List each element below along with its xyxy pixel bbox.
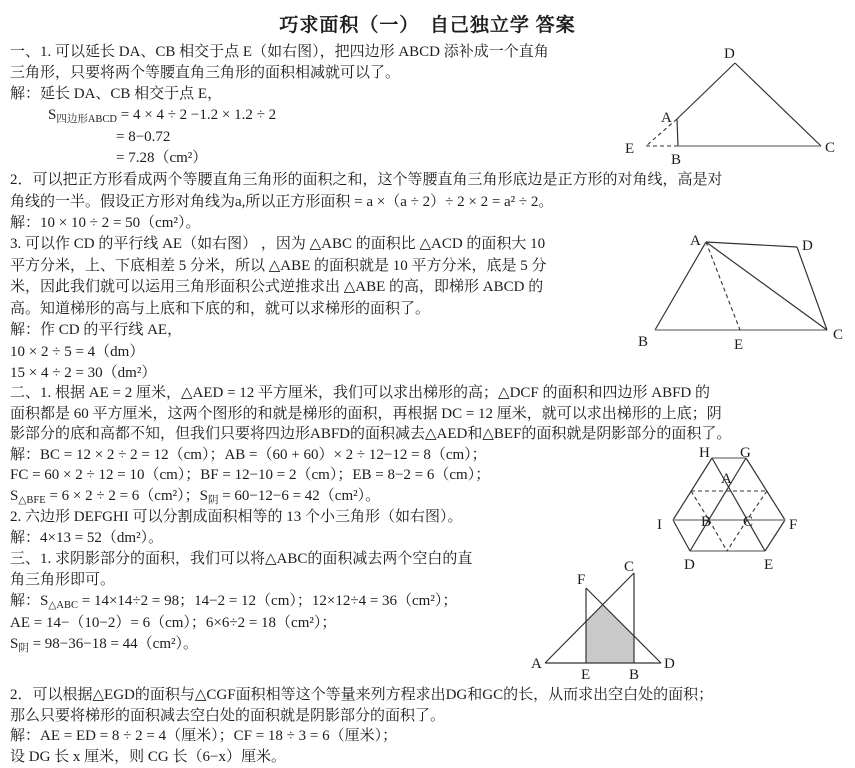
vertex-label-a: A [690,233,701,249]
paragraph-line: 三角形，只要将两个等腰直角三角形的面积相减就可以了。 [10,65,401,81]
paragraph-line: 一、1. 可以延长 DA、CB 相交于点 E（如右图），把四边形 ABCD 添补成一个直角 [10,44,549,60]
vertex-label-i: I [657,517,662,533]
solution-line: AE = 14−（10−2）= 6（cm）；6×6÷2 = 18（cm²）； [10,615,337,632]
vertex-label-a: A [661,110,672,126]
paragraph-line: 那么只要将梯形的面积减去空白处的面积就是阴影部分的面积了。 [10,707,446,724]
solution-line [10,486,731,509]
vertex-label-c: C [825,140,836,156]
vertex-label-b: B [701,514,712,530]
vertex-label-c: C [624,559,635,575]
equation-text: = 98−36−18 = 44（cm²）。 [28,636,199,653]
equation-text: S [10,636,19,653]
solution-line: 解：10 × 10 ÷ 2 = 50（cm²）。 [10,215,201,231]
equation-text: = 4 × 4 ÷ 2 −1.2 × 1.2 ÷ 2 [117,107,277,123]
vertex-label-b: B [629,667,640,682]
vertex-label-d: D [664,656,675,672]
paragraph-line: 米，因此我们就可以运用三角形面积公式逆推求出 △ABE 的高，即梯形 ABCD 的 [10,279,544,295]
equation-subscript: 阴 [18,643,29,655]
paragraph-line: 平方分米，上、下底相差 5 分米，所以 △ABE 的面积就是 10 平方分米，底是 5 分 [10,257,547,274]
equation-line [48,105,549,127]
equation-text: = 14×14÷2 = 98；14−2 = 12（cm）；12×12÷4 = 36（cm²）； [78,592,458,609]
paragraph-line: 2．可以把正方形看成两个等腰直角三角形的面积之和，这个等腰直角三角形底边是正方形的对角线，高是对 [10,172,723,188]
section-3-2 [10,685,713,767]
figure-quadrilateral-abcd-extended-to-e [612,40,855,172]
equation-text: = 6 × 2 ÷ 2 = 6（cm²）；S [45,487,208,504]
section-1-3 [10,234,547,385]
vertex-label-e: E [581,667,591,682]
paragraph-line: 二、1. 根据 AE = 2 厘米，△AED = 12 平方厘米，我们可以求出梯形的高；△DCF 的面积和四边形 ABFD 的 [10,385,711,401]
section-1-1 [10,42,549,169]
solution-line: 解：BC = 12 × 2 ÷ 2 = 12（cm）；AB =（60 + 60）× 2 ÷ 12−12 = 8（cm）； [10,446,487,463]
figure-hexagon-defghi [650,445,808,573]
equation-line: 10 × 2 ÷ 5 = 4（dm） [10,343,145,360]
vertex-label-d: D [802,238,813,254]
equation-subscript: △ABC [48,599,79,611]
paragraph-line: 2. 六边形 DEFGHI 可以分割成面积相等的 13 个小三角形（如右图）。 [10,509,463,525]
solution-line: 解：作 CD 的平行线 AE， [10,322,183,338]
paragraph-line: 3. 可以作 CD 的平行线 AE（如右图） ，因为 △ABC 的面积比 △ACD 的面积大 10 [10,236,546,252]
equation-text: S [10,487,19,504]
vertex-label-a: A [531,656,542,672]
paragraph-line: 面积都是 60 平方厘米，这两个图形的和就是梯形的面积，再根据 DC = 12 厘米，就可以求出梯形的上底；阴 [10,405,722,422]
vertex-label-e: E [734,337,744,353]
equation-text: = 60−12−6 = 42（cm²）。 [218,487,381,504]
equation-line: 15 × 4 ÷ 2 = 30（dm²） [10,365,157,381]
solution-line [10,591,472,614]
equation-subscript: 四边形ABCD [56,114,118,125]
equation-subscript: 阴 [207,494,219,506]
section-2-2 [10,507,463,549]
figure-shaded-triangle [530,558,680,682]
vertex-label-c: C [743,514,754,530]
equation-text: S [48,107,57,123]
solution-line: FC = 60 × 2 ÷ 12 = 10（cm）；BF = 12−10 = 2（cm）；EB = 8−2 = 6（cm）； [10,467,491,483]
vertex-label-d: D [724,46,735,62]
solution-line [10,634,472,657]
section-2-1 [10,383,731,508]
paragraph-line: 角线的一半。假设正方形对角线为a,所以正方形面积 = a ×（a ÷ 2）÷ 2 × 2 = a² ÷ 2。 [10,193,554,210]
equation-subscript: △BFE [18,494,46,506]
equation-text: 解：S [10,592,49,609]
paragraph-line: 高。知道梯形的高与上底和下底的和，就可以求梯形的面积了。 [10,300,431,317]
paragraph-line: 2．可以根据△EGD的面积与△CGF面积相等这个等量来列方程求出DG和GC的长，从而求出空白处的面积； [10,687,714,703]
vertex-label-d: D [684,557,695,573]
vertex-label-g: G [740,445,751,461]
paragraph-line: 影部分的底和高都不知，但我们只要将四边形ABFD的面积减去△AED和△BEF的面积就是阴影部分的面积了。 [10,426,732,442]
equation-line: = 8−0.72 [116,129,171,145]
vertex-label-b: B [671,152,682,168]
vertex-label-e: E [625,141,635,157]
equation-line: = 7.28（cm²） [116,150,208,166]
solution-line: 解：4×13 = 52（dm²）。 [10,530,164,546]
paragraph-line: 角三角形即可。 [10,571,116,588]
vertex-label-h: H [699,445,710,461]
page-title: 巧求面积（一） 自己独立学 答案 [279,15,576,36]
paragraph-line: 设 DG 长 x 厘米，则 CG 长（6−x）厘米。 [10,748,286,765]
solution-line: 解：延长 DA、CB 相交于点 E， [10,86,223,102]
vertex-label-b: B [638,334,649,350]
vertex-label-f: F [789,517,798,533]
paragraph-line: 三、1. 求阴影部分的面积，我们可以将△ABC的面积减去两个空白的直 [10,551,473,567]
solution-line: 解：AE = ED = 8 ÷ 2 = 4（厘米）；CF = 18 ÷ 3 = 6（厘米）； [10,728,398,744]
figure-trapezoid-abcd [630,228,855,354]
vertex-label-a: A [721,471,732,487]
vertex-label-e: E [764,557,774,573]
section-1-2 [10,170,723,235]
section-3-1 [10,549,472,657]
vertex-label-c: C [833,327,844,343]
vertex-label-f: F [577,572,586,588]
